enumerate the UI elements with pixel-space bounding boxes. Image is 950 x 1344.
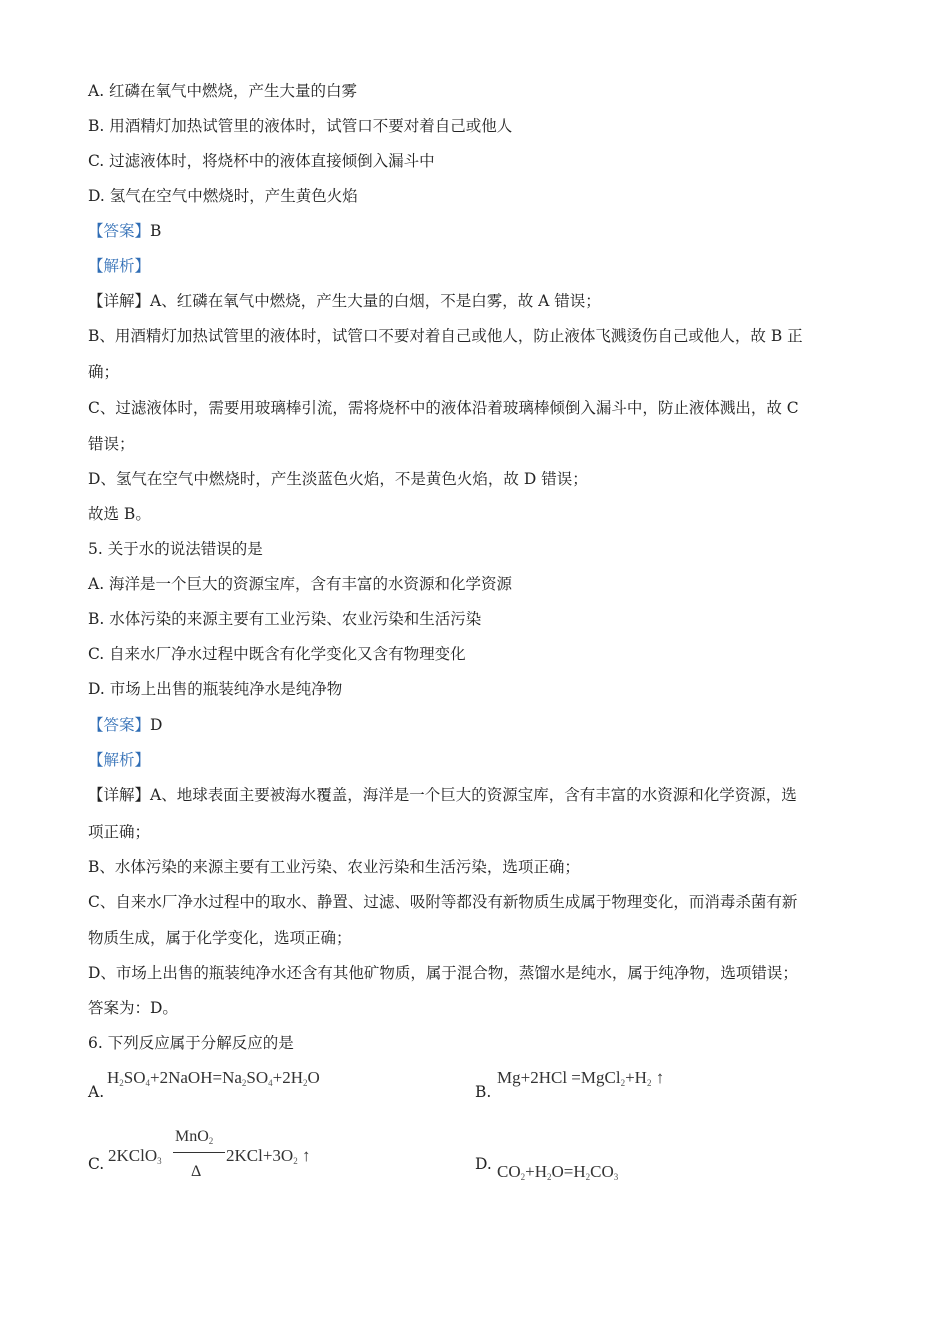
q4-answer <box>88 221 868 241</box>
q4-detail-line: D、氢气在空气中燃烧时，产生淡蓝色火焰，不是黄色火焰，故 D 错误； <box>88 470 588 488</box>
q5-option-b: B. 水体污染的来源主要有工业污染、农业污染和生活污染 <box>88 610 482 628</box>
q4-detail-line: B、用酒精灯加热试管里的液体时，试管口不要对着自己或他人，防止液体飞溅烫伤自己或他人，故 B 正 <box>88 327 803 345</box>
q4-detail-line: C、过滤液体时，需要用玻璃棒引流，需将烧杯中的液体沿着玻璃棒倾倒入漏斗中，防止液体溅出，故 C <box>88 399 799 417</box>
answer-tag: 【答案】 <box>88 716 151 734</box>
detail-text: A、红磷在氧气中燃烧，产生大量的白烟，不是白雾，故 A 错误； <box>150 292 601 310</box>
detail-tag: 【详解】 <box>88 292 151 310</box>
q6-equation-b: $Mg+2HCl =MgCl_2+H_2$ ↑ <box>497 1068 665 1088</box>
q6-equation-c-product: $2KCl+3O_2$ ↑ <box>226 1146 311 1166</box>
q6-equation-c-catalyst: MnO$_2$ <box>175 1128 214 1146</box>
q5-detail-line: 物质生成，属于化学变化，选项正确； <box>88 929 352 947</box>
q5-option-c: C. 自来水厂净水过程中既含有化学变化又含有物理变化 <box>88 645 466 663</box>
q5-detail-line <box>88 785 868 805</box>
q4-conclusion: 故选 B。 <box>88 505 151 523</box>
q6-equation-a: $H_2SO_4+2NaOH=Na_2SO_4+2H_2O$ <box>107 1068 320 1088</box>
q6-option-a-label: A. <box>88 1083 105 1101</box>
q4-option-c: C. 过滤液体时，将烧杯中的液体直接倾倒入漏斗中 <box>88 152 435 170</box>
q4-detail-line <box>88 291 868 311</box>
q5-option-d: D. 市场上出售的瓶装纯净水是纯净物 <box>88 680 343 698</box>
q5-conclusion: 答案为：D。 <box>88 999 178 1017</box>
q5-analysis-tag: 【解析】 <box>88 751 151 769</box>
q4-detail-line: 错误； <box>88 435 135 453</box>
q5-detail-line: B、水体污染的来源主要有工业污染、农业污染和生活污染，选项正确； <box>88 858 580 876</box>
q6-equation-c-reactant: 2KClO$_3$ <box>108 1146 162 1166</box>
q4-option-d: D. 氢气在空气中燃烧时，产生黄色火焰 <box>88 187 358 205</box>
detail-tag: 【详解】 <box>88 786 151 804</box>
q6-equation-d: $CO_2+H_2O=H_2CO_3$ <box>497 1162 619 1182</box>
answer-tag: 【答案】 <box>88 222 151 240</box>
q4-option-a: A. 红磷在氧气中燃烧，产生大量的白雾 <box>88 82 358 100</box>
q6-option-b-label: B. <box>475 1083 492 1101</box>
q6-option-d-label: D. <box>475 1155 492 1173</box>
q4-detail-line: 确； <box>88 363 120 381</box>
answer-value: B <box>150 222 162 240</box>
q6-equation-c-heat: Δ <box>191 1163 202 1180</box>
q5-stem: 5. 关于水的说法错误的是 <box>88 540 263 558</box>
detail-text: A、地球表面主要被海水覆盖，海洋是一个巨大的资源宝库，含有丰富的水资源和化学资源，选 <box>150 786 797 804</box>
q5-detail-line: C、自来水厂净水过程中的取水、静置、过滤、吸附等都没有新物质生成属于物理变化，而消毒杀菌有新 <box>88 893 798 911</box>
q6-stem: 6. 下列反应属于分解反应的是 <box>88 1034 294 1052</box>
q5-detail-line: 项正确； <box>88 823 151 841</box>
q5-detail-line: D、市场上出售的瓶装纯净水还含有其他矿物质，属于混合物，蒸馏水是纯水，属于纯净物，选项错误； <box>88 964 798 982</box>
q5-answer <box>88 715 868 735</box>
q4-analysis-tag: 【解析】 <box>88 257 151 275</box>
answer-value: D <box>150 716 163 734</box>
q6-equation-c-arrow <box>173 1152 225 1153</box>
q5-option-a: A. 海洋是一个巨大的资源宝库，含有丰富的水资源和化学资源 <box>88 575 513 593</box>
q4-option-b: B. 用酒精灯加热试管里的液体时，试管口不要对着自己或他人 <box>88 117 513 135</box>
q6-option-c-label: C. <box>88 1155 105 1173</box>
